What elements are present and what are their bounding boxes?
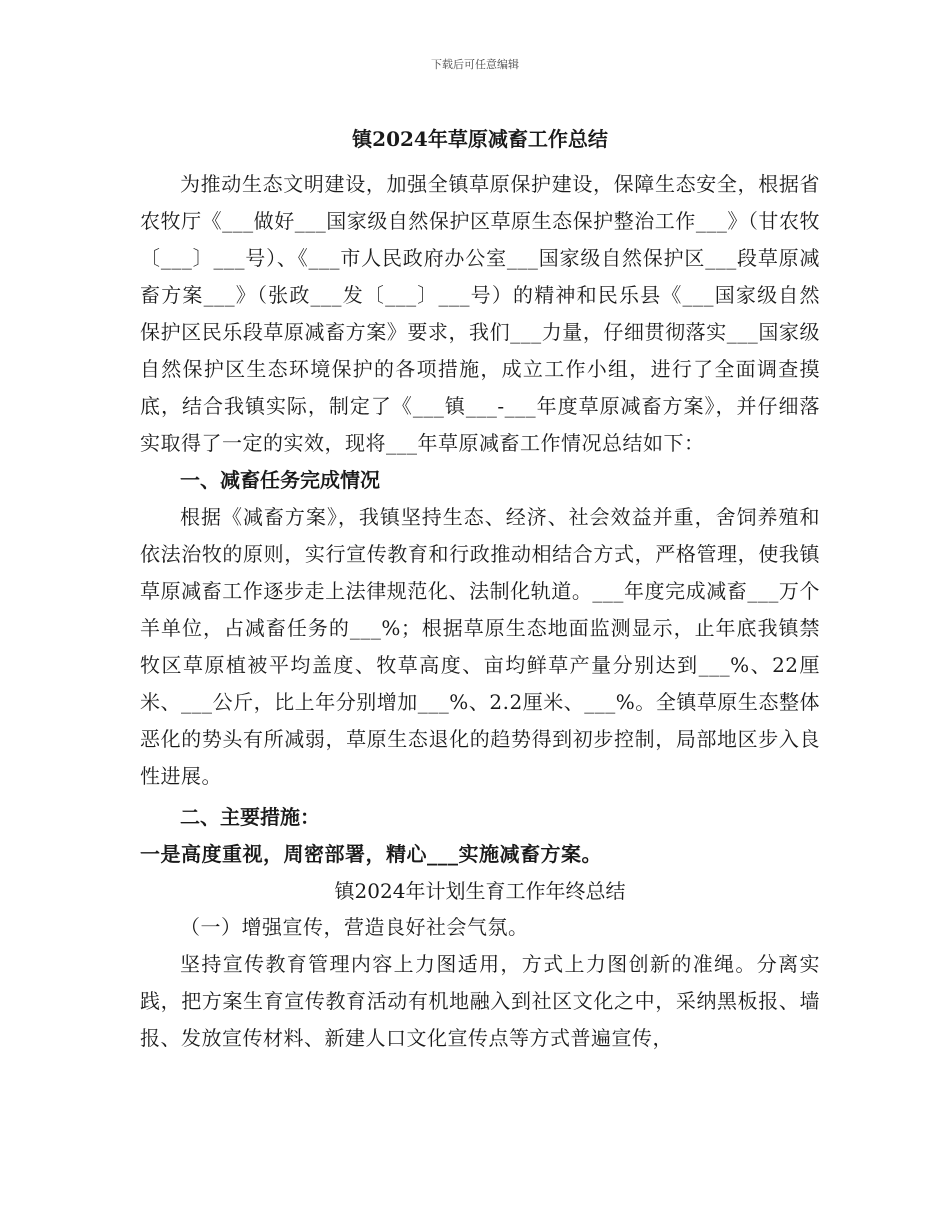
section1-paragraph: 根据《减畜方案》，我镇坚持生态、经济、社会效益并重，舍饲养殖和依法治牧的原则，实行宣传教育和行政推动相结合方式，严格管理，使我镇草原减畜工作逐步走上法律规范化、法制化轨道。___年度完成减畜___万个羊单位，占减畜任务的___%；根据草原生态地面监测显示，止年底我镇禁牧区草原植被平均盖度、牧草高度、亩均鲜草产量分别达到___%、22厘米、___公斤，比上年分别增加___%、2.2厘米、___%。全镇草原生态整体恶化的势头有所减弱，草原生态退化的趋势得到初步控制，局部地区步入良性进展。 — [140, 505, 820, 788]
section3-paragraph: 坚持宣传教育管理内容上力图适用，方式上力图创新的准绳。分离实践，把方案生育宣传教育活动有机地融入到社区文化之中，采纳黑板报、墙报、发放宣传材料、新建人口文化宣传点等方式普遍宣传， — [140, 952, 820, 1050]
header-note: 下载后可任意编辑 — [431, 58, 519, 71]
subheading-1: （一）增强宣传，营造良好社会气氛。 — [180, 915, 529, 939]
intro-paragraph: 为推动生态文明建设，加强全镇草原保护建设，保障生态安全，根据省农牧厅《___做好___国家级自然保护区草原生态保护整治工作___》（甘农牧〔___〕___号）、《___市人民政府办公室___国家级自然保护区___段草原减畜方案___》（张政___发〔___〕___号）的精神和民乐县《___国家级自然保护区民乐段草原减畜方案》要求，我们___力量，仔细贯彻落实___国家级自然保护区生态环境保护的各项措施，成立工作小组，进行了全面调查摸底，结合我镇实际，制定了《___镇___-___年度草原减畜方案》，并仔细落实取得了一定的实效，现将___年草原减畜工作情况总结如下： — [140, 172, 820, 455]
section1-heading: 一、减畜任务完成情况 — [180, 468, 380, 492]
document-title: 镇2024年草原减畜工作总结 — [352, 127, 608, 151]
document-body — [140, 124, 820, 1057]
measure1-heading: 一是高度重视，周密部署，精心___实施减畜方案。 — [140, 842, 602, 866]
second-document-title: 镇2024年计划生育工作年终总结 — [334, 879, 626, 903]
section2-heading: 二、主要措施： — [180, 805, 320, 829]
